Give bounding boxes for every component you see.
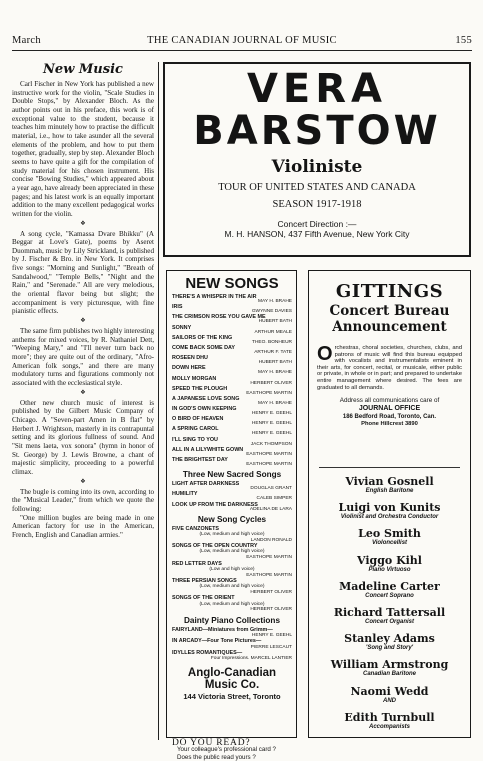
song-cycle-title: SONGS OF THE ORIENT bbox=[172, 595, 292, 601]
song-author: EASTHOPE MARTIN bbox=[246, 452, 292, 458]
sacred-song-list bbox=[172, 481, 292, 512]
new-songs-title: NEW SONGS bbox=[172, 275, 292, 292]
artist-name: Richard Tattersall bbox=[309, 607, 470, 619]
song-cycle-title: THREE PERSIAN SONGS bbox=[172, 578, 292, 584]
song-author: MAY H. BRAHE bbox=[258, 370, 292, 376]
song-author: HUBERT BATH bbox=[259, 319, 292, 325]
song-author: GWYNNE DAVIES bbox=[252, 309, 292, 315]
vera-season-line: SEASON 1917-1918 bbox=[165, 198, 469, 211]
song-cycle-author: LANDON RONALD bbox=[172, 538, 292, 543]
piano-collection-author: PIERRE LESCAUT bbox=[172, 645, 292, 650]
vera-name-first: VERA bbox=[165, 68, 469, 110]
artist-name: Luigi von Kunits bbox=[309, 502, 470, 514]
publisher-name: Anglo-Canadian Music Co. bbox=[172, 667, 292, 692]
gittings-street: 186 Bedford Road, Toronto, Can. bbox=[309, 414, 470, 421]
song-cycle-list bbox=[172, 526, 292, 613]
song-title: THERE'S A WHISPER IN THE AIR bbox=[172, 294, 257, 300]
artist-card bbox=[309, 476, 470, 495]
piano-collection-item bbox=[172, 638, 292, 650]
gittings-line-1: Concert Bureau bbox=[309, 303, 470, 319]
sacred-songs-heading: Three New Sacred Songs bbox=[172, 470, 292, 480]
new-songs-ad bbox=[166, 270, 297, 738]
artist-name: William Armstrong bbox=[309, 659, 470, 671]
song-item bbox=[172, 376, 292, 386]
song-author: HERBERT OLIVER bbox=[250, 381, 292, 387]
song-title: SONNY bbox=[172, 325, 191, 331]
song-cycle-item bbox=[172, 561, 292, 578]
piano-collection-author: HENRY E. GEEHL bbox=[172, 633, 292, 638]
artist-role: Concert Organist bbox=[309, 619, 470, 626]
song-title: IN GOD'S OWN KEEPING bbox=[172, 406, 236, 412]
header-rule bbox=[12, 50, 472, 51]
artist-card bbox=[309, 633, 470, 652]
song-title: IRIS bbox=[172, 304, 182, 310]
sacred-song-author: CALEB SIMPER bbox=[257, 496, 292, 502]
song-cycle-title: RED LETTER DAYS bbox=[172, 561, 292, 567]
artist-name: Leo Smith bbox=[309, 528, 470, 540]
new-music-heading: New Music bbox=[12, 62, 154, 77]
vera-barstow-ad bbox=[163, 62, 471, 257]
do-you-read-line: Does the public read yours ? bbox=[177, 754, 276, 761]
header-month: March bbox=[12, 35, 41, 46]
new-music-paragraph: A song cycle, "Kamassa Dvare Bhikku" (A Beggar at Love's Gate), poems by Aseret Duommah, music by Lily Strickland, is published by J. Fischer & Bro. in New York. It comprises five songs: "Morning and Sunlight," "Breath of Sandalwood," "Temple Bells," "Night and the Rain," and "Serenade." All are very melodious, the oriental flavor being but slight; the accompaniment is very picturesque, with fine pianistic effects. bbox=[12, 230, 154, 317]
song-item bbox=[172, 386, 292, 396]
artist-card bbox=[309, 502, 470, 521]
artist-card bbox=[309, 686, 470, 705]
sacred-song-item bbox=[172, 502, 292, 512]
song-author: HENRY E. GEEHL bbox=[252, 411, 292, 417]
song-author: HENRY E. GEEHL bbox=[252, 421, 292, 427]
song-item bbox=[172, 304, 292, 314]
artist-name: Viggo Kihl bbox=[309, 555, 470, 567]
artist-role: Piano Virtuoso bbox=[309, 567, 470, 574]
piano-collection-title: IDYLLES ROMANTIQUES— bbox=[172, 650, 292, 656]
song-item bbox=[172, 457, 292, 467]
song-cycle-title: SONGS OF THE OPEN COUNTRY bbox=[172, 543, 292, 549]
song-item bbox=[172, 345, 292, 355]
piano-collections-heading: Dainty Piano Collections bbox=[172, 616, 292, 626]
song-cycle-voices: (Low, medium and high voice) bbox=[172, 549, 292, 555]
artist-card bbox=[309, 659, 470, 678]
song-title: THE CRIMSON ROSE YOU GAVE ME bbox=[172, 314, 266, 320]
piano-collection-item bbox=[172, 627, 292, 639]
piano-collection-item bbox=[172, 650, 292, 662]
song-title: COME BACK SOME DAY bbox=[172, 345, 235, 351]
song-cycle-item bbox=[172, 578, 292, 595]
song-author: ARTHUR F. TATE bbox=[254, 350, 292, 356]
song-title: SAILORS OF THE KING bbox=[172, 335, 232, 341]
song-cycle-title: FIVE CANZONETS bbox=[172, 526, 292, 532]
artist-name: Vivian Gosnell bbox=[309, 476, 470, 488]
song-title: DOWN HERE bbox=[172, 365, 206, 371]
artist-role: Violinist and Orchestra Conductor bbox=[309, 514, 470, 521]
song-author: ARTHUR MEALE bbox=[255, 330, 293, 336]
gittings-name: GITTINGS bbox=[309, 281, 470, 303]
new-music-paragraph: The bugle is coming into its own, according to the "Musical Leader," from which we quote the following: bbox=[12, 488, 154, 514]
artist-role: Concert Soprano bbox=[309, 593, 470, 600]
song-title: O BIRD OF HEAVEN bbox=[172, 416, 223, 422]
song-cycle-author: HERBERT OLIVER bbox=[172, 590, 292, 595]
song-cycle-author: EASTHOPE MARTIN bbox=[172, 573, 292, 578]
song-author: HUBERT BATH bbox=[259, 360, 292, 366]
song-title: MOLLY MORGAN bbox=[172, 376, 216, 382]
sacred-song-title: LIGHT AFTER DARKNESS bbox=[172, 481, 239, 487]
sacred-song-item bbox=[172, 491, 292, 501]
song-list bbox=[172, 294, 292, 467]
header-page-number: 155 bbox=[455, 35, 472, 46]
song-item bbox=[172, 406, 292, 416]
song-cycles-heading: New Song Cycles bbox=[172, 515, 292, 525]
gittings-line-2: Announcement bbox=[309, 319, 470, 335]
vera-role: Violiniste bbox=[165, 157, 469, 177]
do-you-read-line: Your colleague's professional card ? bbox=[177, 746, 276, 754]
gittings-description bbox=[317, 345, 462, 391]
song-item bbox=[172, 437, 292, 447]
ornament-divider: ❖ bbox=[12, 219, 154, 230]
sacred-song-item bbox=[172, 481, 292, 491]
artist-role: English Baritone bbox=[309, 488, 470, 495]
gittings-bureau-ad bbox=[308, 270, 471, 738]
song-cycle-voices: (Low, medium and high voice) bbox=[172, 602, 292, 608]
new-music-paragraph: Carl Fischer in New York has published a new instructive work for the violin, "Scale Studies in Double Stops," by Alexander Bloch. As the author points out in his preface, this work is of exceptional value to the student, because it teaches him minutely how to practise the difficult material, i.e., how to take asunder all the several elements of the problem, and how to put them together, gradually, step by step. Alexander Bloch seems to have quite a gift for the compilation of study material for his chosen instrument. His concise "Bowing Studies," which appeared about a year ago, have already been appreciated in these pages; and his latest work is an equally important addition to the many excellent pedagogical works written for the violin. bbox=[12, 80, 154, 219]
piano-collection-title: FAIRYLAND—Miniatures from Grimm— bbox=[172, 627, 292, 633]
song-item bbox=[172, 416, 292, 426]
song-cycle-author: EASTHOPE MARTIN bbox=[172, 555, 292, 560]
vera-name-last: BARSTOW bbox=[165, 110, 469, 152]
song-item bbox=[172, 325, 292, 335]
column-rule bbox=[158, 62, 159, 740]
artist-card bbox=[309, 712, 470, 731]
song-item bbox=[172, 447, 292, 457]
song-title: ALL IN A LILYWHITE GOWN bbox=[172, 447, 243, 453]
song-cycle-voices: (Low and high voice) bbox=[172, 567, 292, 573]
song-cycle-voices: (Low, medium and high voice) bbox=[172, 584, 292, 590]
new-music-paragraph: The same firm publishes two highly interesting anthems for mixed voices, by R. Nathaniel Dett, "Weeping Mary," and "I'll never turn back no more"; they are quite out of the ordinary, "Afro-American folk songs," and there are many modulatory turns and figurations commonly not associated with the ecclesiastical style. bbox=[12, 327, 154, 388]
artist-card bbox=[309, 528, 470, 547]
song-author: THEO. BONHEUR bbox=[252, 340, 292, 346]
sacred-song-author: DOUGLAS GRANT bbox=[250, 486, 292, 492]
piano-collection-title: IN ARCADY—Four Tone Pictures— bbox=[172, 638, 292, 644]
piano-collection-list bbox=[172, 627, 292, 662]
song-title: THE BRIGHTEST DAY bbox=[172, 457, 228, 463]
vera-manager-address: M. H. HANSON, 437 Fifth Avenue, New York City bbox=[165, 229, 469, 239]
artist-card bbox=[309, 581, 470, 600]
piano-collection-author: Four Impressions. MARCEL LANTIER bbox=[172, 656, 292, 661]
artist-card bbox=[309, 607, 470, 626]
song-cycle-author: HERBERT OLIVER bbox=[172, 607, 292, 612]
new-music-quote: "One million bugles are being made in one American factory for use in the American, French, English and Canadian armies." bbox=[12, 514, 154, 540]
gittings-phone: Phone Hillcrest 3890 bbox=[309, 421, 470, 428]
song-author: MAY H. BRAHE bbox=[258, 401, 292, 407]
song-title: SPEED THE PLOUGH bbox=[172, 386, 227, 392]
vera-tour-line: TOUR OF UNITED STATES AND CANADA bbox=[165, 181, 469, 194]
artist-role: 'Song and Story' bbox=[309, 645, 470, 652]
artist-name: Naomi Wedd bbox=[309, 686, 470, 698]
do-you-read-title: DO YOU READ? bbox=[172, 738, 250, 748]
song-cycle-item bbox=[172, 595, 292, 612]
gittings-office: JOURNAL OFFICE bbox=[309, 405, 470, 414]
song-item bbox=[172, 335, 292, 345]
song-author: EASTHOPE MARTIN bbox=[246, 391, 292, 397]
song-author: HENRY E. GEEHL bbox=[252, 431, 292, 437]
song-title: A JAPANESE LOVE SONG bbox=[172, 396, 239, 402]
song-item bbox=[172, 294, 292, 304]
song-item bbox=[172, 355, 292, 365]
song-item bbox=[172, 396, 292, 406]
artist-role: Violoncellist bbox=[309, 540, 470, 547]
song-item bbox=[172, 314, 292, 324]
song-title: I'LL SING TO YOU bbox=[172, 437, 218, 443]
song-item bbox=[172, 365, 292, 375]
song-author: MAY H. BRAHE bbox=[258, 299, 292, 305]
new-music-paragraph: Other new church music of interest is published by the Gilbert Music Company of Chicago. A "Seven-part Amen in B flat" by Herbert J. Wrightson, masterly in its contrapuntal setting and its glorious fullness of sound. And "Sit mens laeta, vox sonora" (hymn in honor of St. George) by J. Lewis Browne, a chant of majestic simplicity, proceeding to a powerful climax. bbox=[12, 399, 154, 477]
song-cycle-voices: (Low, medium and high voice) bbox=[172, 532, 292, 538]
artist-role: Accompanists bbox=[309, 724, 470, 731]
publisher-address: 144 Victoria Street, Toronto bbox=[172, 692, 292, 701]
gittings-address-label: Address all communications care of bbox=[309, 397, 470, 405]
sacred-song-title: LOOK UP FROM THE DARKNESS bbox=[172, 502, 258, 508]
sacred-song-title: HUMILITY bbox=[172, 491, 197, 497]
song-cycle-item bbox=[172, 526, 292, 543]
header-journal-title: THE CANADIAN JOURNAL OF MUSIC bbox=[12, 35, 472, 46]
artist-name: Stanley Adams bbox=[309, 633, 470, 645]
artist-role: AND bbox=[309, 698, 470, 705]
gittings-divider bbox=[319, 467, 460, 468]
vera-concert-direction-label: Concert Direction :— bbox=[165, 219, 469, 229]
drop-cap: O bbox=[317, 345, 333, 363]
artist-role: Canadian Baritone bbox=[309, 671, 470, 678]
song-title: ROSEEN DHU bbox=[172, 355, 208, 361]
artist-name: Edith Turnbull bbox=[309, 712, 470, 724]
ornament-divider: ❖ bbox=[12, 388, 154, 399]
song-author: JACK THOMPSON bbox=[251, 442, 292, 448]
song-cycle-item bbox=[172, 543, 292, 560]
gittings-description-text: rchestras, choral societies, churches, clubs, and patrons of music will find this bureau equipped with vocalists and instrumentalists eminent in their arts, for concert, recital, or musicale, either public or private, in whole or in part; and prepared to undertake entire management where desired. The fees are graduated to all demands. bbox=[317, 345, 462, 391]
new-music-column bbox=[12, 62, 154, 540]
sacred-song-author: ADELINA DE LARA bbox=[250, 507, 292, 513]
artist-name: Madeline Carter bbox=[309, 581, 470, 593]
song-item bbox=[172, 426, 292, 436]
ornament-divider: ❖ bbox=[12, 316, 154, 327]
song-author: EASTHOPE MARTIN bbox=[246, 462, 292, 468]
song-title: A SPRING CAROL bbox=[172, 426, 219, 432]
ornament-divider: ❖ bbox=[12, 477, 154, 488]
artist-card bbox=[309, 555, 470, 574]
